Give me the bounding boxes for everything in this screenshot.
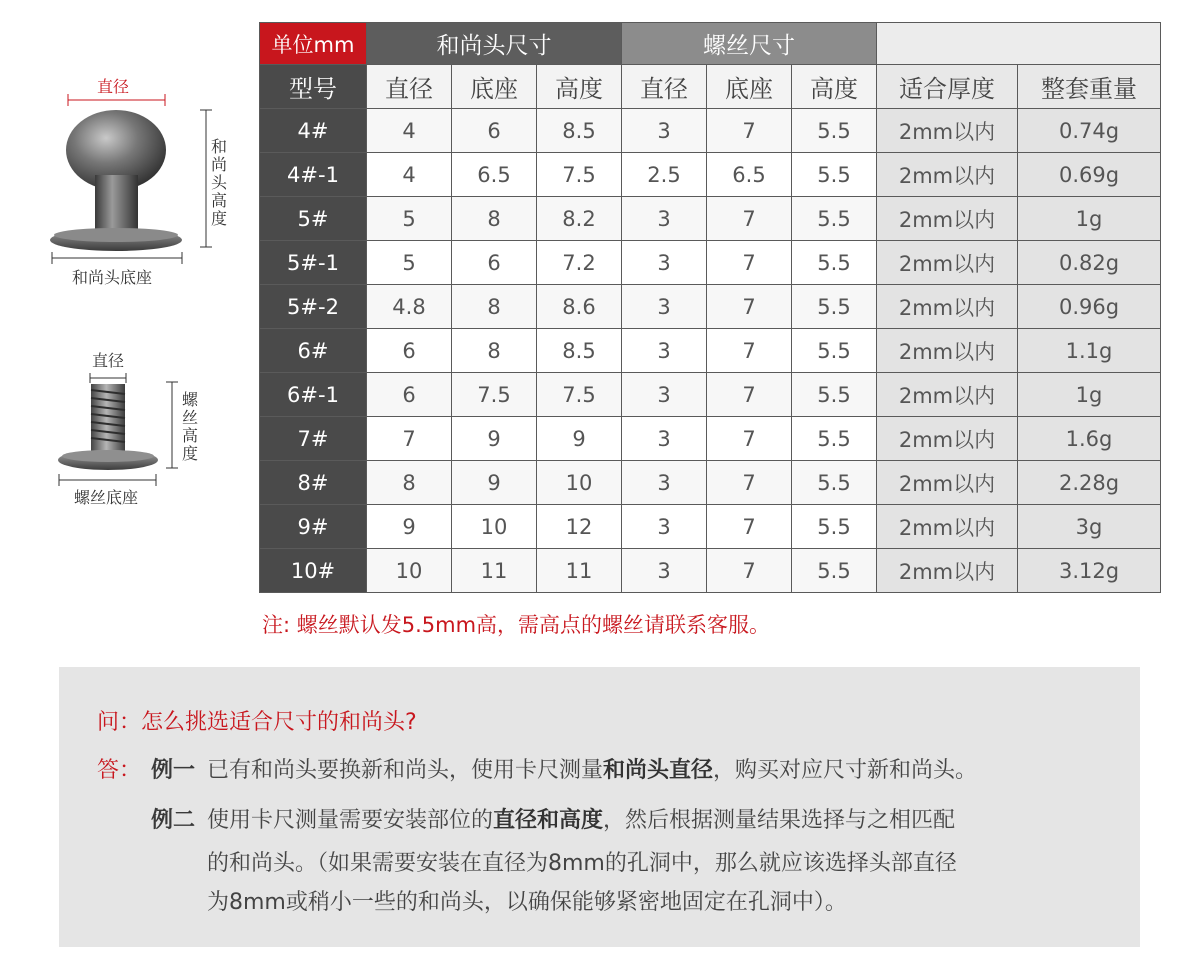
cell-base: 8 bbox=[452, 285, 537, 329]
table-row bbox=[260, 109, 1161, 153]
cell-thickness: 2mm以内 bbox=[877, 285, 1018, 329]
col-base: 底座 bbox=[452, 65, 537, 109]
group-screw-size: 螺丝尺寸 bbox=[622, 23, 877, 65]
group-blank bbox=[877, 23, 1161, 65]
cell-screw-diameter: 3 bbox=[622, 329, 707, 373]
cell-thickness: 2mm以内 bbox=[877, 461, 1018, 505]
cell-thickness: 2mm以内 bbox=[877, 329, 1018, 373]
cell-screw-height: 5.5 bbox=[792, 329, 877, 373]
cell-height: 7.2 bbox=[537, 241, 622, 285]
table-row bbox=[260, 373, 1161, 417]
cell-model: 4# bbox=[260, 109, 367, 153]
cell-diameter: 5 bbox=[367, 241, 452, 285]
cell-height: 8.5 bbox=[537, 329, 622, 373]
cell-screw-height: 5.5 bbox=[792, 285, 877, 329]
cell-model: 5#-1 bbox=[260, 241, 367, 285]
example-2-line-2: 的和尚头。（如果需要安装在直径为8mm的孔洞中，那么就应该选择头部直径 bbox=[207, 851, 957, 876]
screw-height-note: 注: 螺丝默认发5.5mm高，需高点的螺丝请联系客服。 bbox=[262, 613, 771, 637]
cell-model: 7# bbox=[260, 417, 367, 461]
cell-diameter: 9 bbox=[367, 505, 452, 549]
cell-model: 9# bbox=[260, 505, 367, 549]
cell-base: 8 bbox=[452, 197, 537, 241]
col-model: 型号 bbox=[260, 65, 367, 109]
cell-diameter: 5 bbox=[367, 197, 452, 241]
col-screw-base: 底座 bbox=[707, 65, 792, 109]
cell-weight: 1g bbox=[1018, 197, 1161, 241]
cell-weight: 0.96g bbox=[1018, 285, 1161, 329]
cell-screw-base: 7 bbox=[707, 285, 792, 329]
cell-base: 9 bbox=[452, 417, 537, 461]
cell-thickness: 2mm以内 bbox=[877, 197, 1018, 241]
cell-weight: 3g bbox=[1018, 505, 1161, 549]
example-1-emphasis: 和尚头直径 bbox=[603, 758, 714, 783]
cell-thickness: 2mm以内 bbox=[877, 417, 1018, 461]
cell-weight: 0.74g bbox=[1018, 109, 1161, 153]
cell-weight: 0.82g bbox=[1018, 241, 1161, 285]
col-thickness: 适合厚度 bbox=[877, 65, 1018, 109]
cell-weight: 1.6g bbox=[1018, 417, 1161, 461]
table-row bbox=[260, 197, 1161, 241]
cell-height: 11 bbox=[537, 549, 622, 593]
cell-screw-base: 7 bbox=[707, 417, 792, 461]
cell-weight: 3.12g bbox=[1018, 549, 1161, 593]
example-2-label: 例二 bbox=[151, 808, 196, 833]
cell-height: 7.5 bbox=[537, 373, 622, 417]
cell-height: 7.5 bbox=[537, 153, 622, 197]
cell-base: 11 bbox=[452, 549, 537, 593]
screw-diameter-label: 直径 bbox=[92, 351, 125, 370]
cell-diameter: 4 bbox=[367, 109, 452, 153]
cell-thickness: 2mm以内 bbox=[877, 109, 1018, 153]
cell-screw-base: 7 bbox=[707, 373, 792, 417]
cell-thickness: 2mm以内 bbox=[877, 373, 1018, 417]
table-row bbox=[260, 461, 1161, 505]
cell-base: 7.5 bbox=[452, 373, 537, 417]
table-row bbox=[260, 285, 1161, 329]
cell-screw-height: 5.5 bbox=[792, 153, 877, 197]
screw-base-label: 螺丝底座 bbox=[74, 488, 139, 507]
cell-screw-height: 5.5 bbox=[792, 241, 877, 285]
cell-screw-height: 5.5 bbox=[792, 461, 877, 505]
cell-diameter: 4.8 bbox=[367, 285, 452, 329]
cell-screw-base: 7 bbox=[707, 329, 792, 373]
cell-weight: 0.69g bbox=[1018, 153, 1161, 197]
table-row bbox=[260, 417, 1161, 461]
cell-weight: 1.1g bbox=[1018, 329, 1161, 373]
cell-base: 8 bbox=[452, 329, 537, 373]
cell-height: 8.6 bbox=[537, 285, 622, 329]
cell-diameter: 4 bbox=[367, 153, 452, 197]
cell-thickness: 2mm以内 bbox=[877, 153, 1018, 197]
head-diameter-label: 直径 bbox=[97, 77, 130, 96]
cell-screw-diameter: 3 bbox=[622, 417, 707, 461]
cell-base: 10 bbox=[452, 505, 537, 549]
cell-screw-base: 7 bbox=[707, 197, 792, 241]
cell-screw-height: 5.5 bbox=[792, 549, 877, 593]
table-row bbox=[260, 505, 1161, 549]
table-row bbox=[260, 549, 1161, 593]
cell-screw-height: 5.5 bbox=[792, 109, 877, 153]
example-1-text-b: ，购买对应尺寸新和尚头。 bbox=[713, 758, 978, 783]
cell-screw-diameter: 3 bbox=[622, 285, 707, 329]
cell-thickness: 2mm以内 bbox=[877, 241, 1018, 285]
cell-model: 4#-1 bbox=[260, 153, 367, 197]
cell-screw-base: 7 bbox=[707, 109, 792, 153]
cell-model: 5# bbox=[260, 197, 367, 241]
cell-base: 6.5 bbox=[452, 153, 537, 197]
cell-screw-base: 7 bbox=[707, 241, 792, 285]
cell-base: 9 bbox=[452, 461, 537, 505]
cell-diameter: 8 bbox=[367, 461, 452, 505]
head-height-label: 和尚头高度 bbox=[210, 137, 227, 228]
table-column-header bbox=[260, 65, 1161, 109]
cell-model: 8# bbox=[260, 461, 367, 505]
cell-diameter: 10 bbox=[367, 549, 452, 593]
cell-screw-height: 5.5 bbox=[792, 197, 877, 241]
example-2-text bbox=[207, 803, 955, 834]
cell-screw-base: 7 bbox=[707, 549, 792, 593]
cell-base: 6 bbox=[452, 241, 537, 285]
size-table bbox=[259, 22, 1161, 593]
cell-model: 10# bbox=[260, 549, 367, 593]
cell-diameter: 6 bbox=[367, 373, 452, 417]
cell-screw-diameter: 3 bbox=[622, 505, 707, 549]
cell-screw-diameter: 3 bbox=[622, 461, 707, 505]
cell-diameter: 7 bbox=[367, 417, 452, 461]
cell-diameter: 6 bbox=[367, 329, 452, 373]
cell-height: 9 bbox=[537, 417, 622, 461]
cell-screw-diameter: 2.5 bbox=[622, 153, 707, 197]
example-1-text-a: 已有和尚头要换新和尚头，使用卡尺测量 bbox=[207, 758, 604, 783]
cell-screw-diameter: 3 bbox=[622, 197, 707, 241]
cell-screw-height: 5.5 bbox=[792, 373, 877, 417]
group-head-size: 和尚头尺寸 bbox=[367, 23, 622, 65]
cell-height: 8.2 bbox=[537, 197, 622, 241]
cell-weight: 2.28g bbox=[1018, 461, 1161, 505]
table-row bbox=[260, 329, 1161, 373]
cell-screw-height: 5.5 bbox=[792, 417, 877, 461]
cell-screw-base: 7 bbox=[707, 505, 792, 549]
faq-answer-label: 答： bbox=[97, 758, 142, 783]
example-2-text-a: 使用卡尺测量需要安装部位的 bbox=[207, 808, 494, 833]
cell-weight: 1g bbox=[1018, 373, 1161, 417]
example-2-line-3: 为8mm或稍小一些的和尚头，以确保能够紧密地固定在孔洞中）。 bbox=[207, 890, 847, 915]
example-1-text bbox=[207, 753, 977, 784]
table-row bbox=[260, 241, 1161, 285]
example-1-label: 例一 bbox=[151, 758, 196, 783]
cell-screw-diameter: 3 bbox=[622, 549, 707, 593]
cell-height: 10 bbox=[537, 461, 622, 505]
col-height: 高度 bbox=[537, 65, 622, 109]
cell-screw-base: 7 bbox=[707, 461, 792, 505]
unit-label: 单位mm bbox=[260, 23, 367, 65]
cell-height: 8.5 bbox=[537, 109, 622, 153]
cell-thickness: 2mm以内 bbox=[877, 549, 1018, 593]
table-group-header bbox=[260, 23, 1161, 65]
cell-screw-diameter: 3 bbox=[622, 373, 707, 417]
faq-question: 问：怎么挑选适合尺寸的和尚头? bbox=[97, 710, 417, 735]
cell-base: 6 bbox=[452, 109, 537, 153]
cell-model: 6#-1 bbox=[260, 373, 367, 417]
cell-thickness: 2mm以内 bbox=[877, 505, 1018, 549]
table-row bbox=[260, 153, 1161, 197]
cell-screw-base: 6.5 bbox=[707, 153, 792, 197]
cell-model: 5#-2 bbox=[260, 285, 367, 329]
head-base-label: 和尚头底座 bbox=[72, 268, 153, 287]
cell-height: 12 bbox=[537, 505, 622, 549]
cell-screw-diameter: 3 bbox=[622, 109, 707, 153]
cell-model: 6# bbox=[260, 329, 367, 373]
col-screw-diameter: 直径 bbox=[622, 65, 707, 109]
screw-height-label: 螺丝高度 bbox=[181, 390, 198, 463]
cell-screw-diameter: 3 bbox=[622, 241, 707, 285]
faq-box bbox=[59, 667, 1140, 947]
cell-screw-height: 5.5 bbox=[792, 505, 877, 549]
col-weight: 整套重量 bbox=[1018, 65, 1161, 109]
col-screw-height: 高度 bbox=[792, 65, 877, 109]
col-diameter: 直径 bbox=[367, 65, 452, 109]
example-2-text-b: ，然后根据测量结果选择与之相匹配 bbox=[603, 808, 956, 833]
example-2-emphasis: 直径和高度 bbox=[493, 808, 604, 833]
